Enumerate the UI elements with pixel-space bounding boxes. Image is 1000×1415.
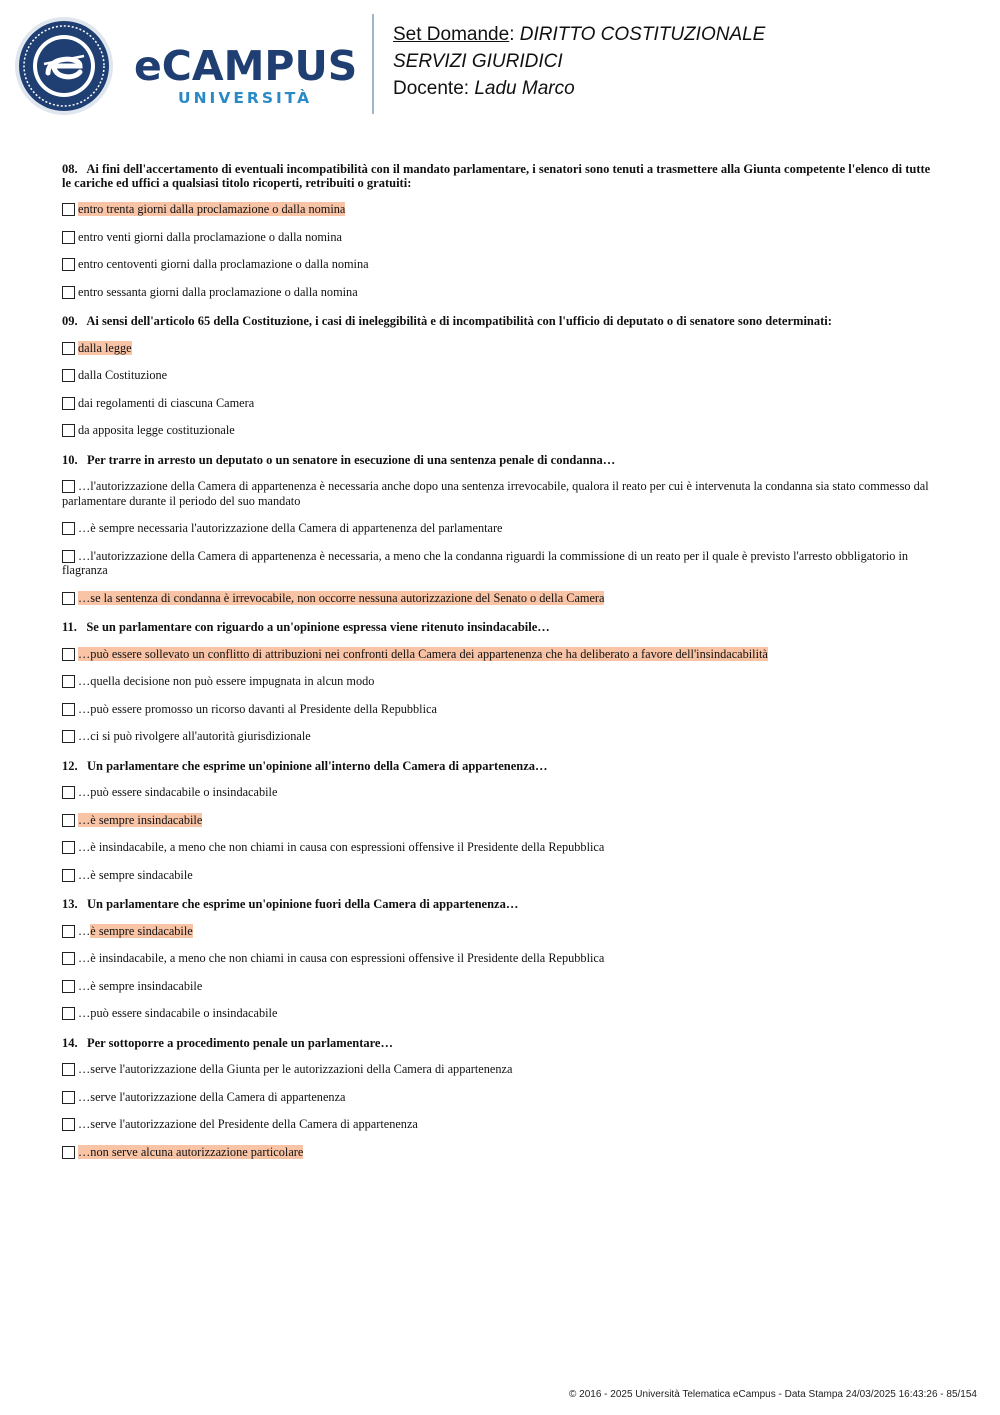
answer-checkbox[interactable] bbox=[62, 286, 75, 299]
question-block bbox=[62, 621, 934, 744]
header-divider bbox=[372, 14, 374, 114]
answer-text: dalla Costituzione bbox=[78, 368, 168, 382]
answer-checkbox[interactable] bbox=[62, 980, 75, 993]
question-block bbox=[62, 760, 934, 883]
question-block bbox=[62, 454, 934, 606]
answer-checkbox[interactable] bbox=[62, 1118, 75, 1131]
answer-checkbox[interactable] bbox=[62, 730, 75, 743]
answer-option[interactable] bbox=[62, 1117, 934, 1132]
question-body: Per trarre in arresto un deputato o un senatore in esecuzione di una sentenza penale di condanna… bbox=[87, 452, 616, 467]
answer-prefix: … bbox=[78, 923, 91, 938]
question-text bbox=[62, 454, 934, 468]
question-body: Ai sensi dell'articolo 65 della Costituzione, i casi di ineleggibilità e di incompatibilità con l'ufficio di deputato o di senatore sono determinati: bbox=[86, 314, 832, 328]
question-body: Un parlamentare che esprime un'opinione fuori della Camera di appartenenza… bbox=[87, 897, 519, 911]
answer-text-highlighted: è sempre sindacabile bbox=[90, 923, 193, 938]
answer-option[interactable] bbox=[62, 674, 934, 689]
subject-line-1: DIRITTO COSTITUZIONALE bbox=[519, 24, 766, 45]
ecampus-emblem-icon bbox=[14, 16, 114, 116]
answer-text: …può essere sindacabile o insindacabile bbox=[78, 1006, 278, 1020]
answer-checkbox[interactable] bbox=[62, 258, 75, 271]
question-block bbox=[62, 163, 934, 299]
answer-text: …è sempre sindacabile bbox=[78, 867, 193, 882]
question-number: 14. bbox=[62, 1035, 78, 1050]
answer-option[interactable] bbox=[62, 1145, 934, 1160]
answer-text: da apposita legge costituzionale bbox=[78, 423, 235, 437]
answer-text: …serve l'autorizzazione della Giunta per le autorizzazioni della Camera di appartenenza bbox=[78, 1062, 513, 1076]
answer-option[interactable] bbox=[62, 549, 934, 578]
header-info bbox=[393, 21, 765, 102]
answer-option[interactable] bbox=[62, 813, 934, 828]
answer-option[interactable] bbox=[62, 257, 934, 272]
answer-checkbox[interactable] bbox=[62, 480, 75, 493]
answer-option[interactable] bbox=[62, 1006, 934, 1021]
answer-text-highlighted: …è sempre insindacabile bbox=[78, 812, 203, 827]
question-text bbox=[62, 163, 934, 190]
set-label: Set Domande bbox=[393, 24, 510, 45]
ecampus-logo bbox=[14, 16, 359, 116]
question-body: Ai fini dell'accertamento di eventuali incompatibilità con il mandato parlamentare, i senatori sono tenuti a trasmettere alla Giunta competente l'elenco di tutte le cariche ed uffici a qualsiasi titolo ricoperti, retribuiti o gratuiti: bbox=[62, 162, 931, 190]
answer-text: …è insindacabile, a meno che non chiami in causa con espressioni offensive il Presidente della Repubblica bbox=[78, 951, 605, 965]
question-text bbox=[62, 621, 934, 635]
answer-option[interactable] bbox=[62, 840, 934, 855]
teacher-line: Docente: Ladu Marco bbox=[393, 78, 575, 99]
answer-text-highlighted: …può essere sollevato un conflitto di attribuzioni nei confronti della Camera dei appartenenza che ha deliberato a favore dell'insindacabilità bbox=[78, 646, 768, 661]
answer-option[interactable] bbox=[62, 979, 934, 994]
answer-option[interactable] bbox=[62, 591, 934, 606]
answer-checkbox[interactable] bbox=[62, 397, 75, 410]
answer-text: entro venti giorni dalla proclamazione o dalla nomina bbox=[78, 229, 342, 244]
answer-checkbox[interactable] bbox=[62, 369, 75, 382]
question-list bbox=[62, 163, 934, 1175]
answer-text: …serve l'autorizzazione del Presidente della Camera di appartenenza bbox=[78, 1117, 418, 1131]
question-number: 09. bbox=[62, 314, 78, 328]
question-body: Un parlamentare che esprime un'opinione all'interno della Camera di appartenenza… bbox=[87, 758, 548, 773]
answer-option[interactable] bbox=[62, 702, 934, 717]
answer-option[interactable] bbox=[62, 868, 934, 883]
answer-text: entro centoventi giorni dalla proclamazione o dalla nomina bbox=[78, 257, 369, 271]
answer-checkbox[interactable] bbox=[62, 703, 75, 716]
answer-checkbox[interactable] bbox=[62, 1007, 75, 1020]
answer-text: …l'autorizzazione della Camera di appartenenza è necessaria anche dopo una sentenza irrevocabile, qualora il reato per cui è intervenuta la condanna sia stato commesso dal parlamentare durante il periodo del suo mandato bbox=[62, 479, 929, 508]
answer-option[interactable] bbox=[62, 729, 934, 744]
answer-text-highlighted: entro trenta giorni dalla proclamazione o dalla nomina bbox=[78, 202, 346, 216]
answer-text: …può essere sindacabile o insindacabile bbox=[78, 785, 278, 799]
answer-checkbox[interactable] bbox=[62, 1063, 75, 1076]
answer-option[interactable] bbox=[62, 785, 934, 800]
answer-text: dai regolamenti di ciascuna Camera bbox=[78, 395, 255, 410]
answer-text: …ci si può rivolgere all'autorità giurisdizionale bbox=[78, 729, 311, 743]
answer-option[interactable] bbox=[62, 230, 934, 245]
answer-option[interactable] bbox=[62, 521, 934, 536]
answer-option[interactable] bbox=[62, 396, 934, 411]
page-footer: © 2016 - 2025 Università Telematica eCampus - Data Stampa 24/03/2025 16:43:26 - 85/154 bbox=[569, 1389, 977, 1400]
answer-option[interactable] bbox=[62, 368, 934, 383]
answer-checkbox[interactable] bbox=[62, 786, 75, 799]
teacher-name: Ladu Marco bbox=[474, 78, 575, 99]
answer-checkbox[interactable] bbox=[62, 841, 75, 854]
answer-checkbox[interactable] bbox=[62, 675, 75, 688]
answer-checkbox[interactable] bbox=[62, 231, 75, 244]
answer-checkbox[interactable] bbox=[62, 550, 75, 563]
answer-text: …è sempre insindacabile bbox=[78, 978, 203, 993]
answer-checkbox[interactable] bbox=[62, 203, 75, 216]
answer-text: …serve l'autorizzazione della Camera di appartenenza bbox=[78, 1089, 346, 1104]
answer-text-highlighted: …se la sentenza di condanna è irrevocabile, non occorre nessuna autorizzazione del Senato o della Camera bbox=[78, 590, 605, 605]
answer-checkbox[interactable] bbox=[62, 522, 75, 535]
answer-checkbox[interactable] bbox=[62, 814, 75, 827]
answer-checkbox[interactable] bbox=[62, 925, 75, 938]
logo-wordmark: eCAMPUS bbox=[134, 42, 358, 90]
answer-text-highlighted: dalla legge bbox=[78, 340, 132, 355]
set-title-line: Set Domande: DIRITTO COSTITUZIONALE bbox=[393, 24, 766, 45]
answer-checkbox[interactable] bbox=[62, 1091, 75, 1104]
question-number: 08. bbox=[62, 162, 78, 176]
answer-checkbox[interactable] bbox=[62, 869, 75, 882]
subject-line-2: SERVIZI GIURIDICI bbox=[393, 51, 563, 72]
question-text bbox=[62, 315, 934, 329]
answer-option[interactable] bbox=[62, 1090, 934, 1105]
teacher-label: Docente bbox=[393, 78, 464, 99]
question-number: 12. bbox=[62, 758, 78, 773]
answer-text: …può essere promosso un ricorso davanti al Presidente della Repubblica bbox=[78, 701, 437, 716]
question-block bbox=[62, 898, 934, 1021]
answer-text: entro sessanta giorni dalla proclamazione o dalla nomina bbox=[78, 284, 358, 299]
answer-text: …è sempre necessaria l'autorizzazione della Camera di appartenenza del parlamentare bbox=[78, 521, 503, 535]
answer-option[interactable] bbox=[62, 479, 934, 508]
page-header bbox=[0, 0, 1000, 130]
answer-checkbox[interactable] bbox=[62, 648, 75, 661]
question-number: 11. bbox=[62, 620, 77, 634]
question-body: Per sottoporre a procedimento penale un parlamentare… bbox=[87, 1035, 393, 1050]
answer-checkbox[interactable] bbox=[62, 592, 75, 605]
question-text bbox=[62, 898, 934, 912]
answer-checkbox[interactable] bbox=[62, 1146, 75, 1159]
logo-subtitle: UNIVERSITÀ bbox=[178, 89, 313, 107]
answer-option[interactable] bbox=[62, 1062, 934, 1077]
answer-text: …è insindacabile, a meno che non chiami in causa con espressioni offensive il Presidente della Repubblica bbox=[78, 840, 605, 854]
answer-checkbox[interactable] bbox=[62, 342, 75, 355]
subject-line-2-row bbox=[393, 48, 765, 75]
question-number: 13. bbox=[62, 897, 78, 911]
answer-option[interactable] bbox=[62, 341, 934, 356]
answer-option[interactable] bbox=[62, 423, 934, 438]
answer-checkbox[interactable] bbox=[62, 424, 75, 437]
answer-text-highlighted: …non serve alcuna autorizzazione particolare bbox=[78, 1144, 304, 1159]
answer-option[interactable] bbox=[62, 647, 934, 662]
question-text bbox=[62, 760, 934, 774]
answer-option[interactable] bbox=[62, 285, 934, 300]
question-body: Se un parlamentare con riguardo a un'opinione espressa viene ritenuto insindacabile… bbox=[86, 620, 550, 634]
answer-checkbox[interactable] bbox=[62, 952, 75, 965]
question-block bbox=[62, 315, 934, 438]
answer-option[interactable] bbox=[62, 202, 934, 217]
question-text bbox=[62, 1037, 934, 1051]
answer-option[interactable] bbox=[62, 924, 934, 939]
answer-text: …quella decisione non può essere impugnata in alcun modo bbox=[78, 674, 375, 688]
answer-option[interactable] bbox=[62, 951, 934, 966]
question-number: 10. bbox=[62, 452, 78, 467]
answer-text: …l'autorizzazione della Camera di appartenenza è necessaria, a meno che la condanna riguardi la commissione di un reato per il quale è previsto l'arresto obbligatorio in flagranza bbox=[62, 548, 909, 577]
question-block bbox=[62, 1037, 934, 1160]
